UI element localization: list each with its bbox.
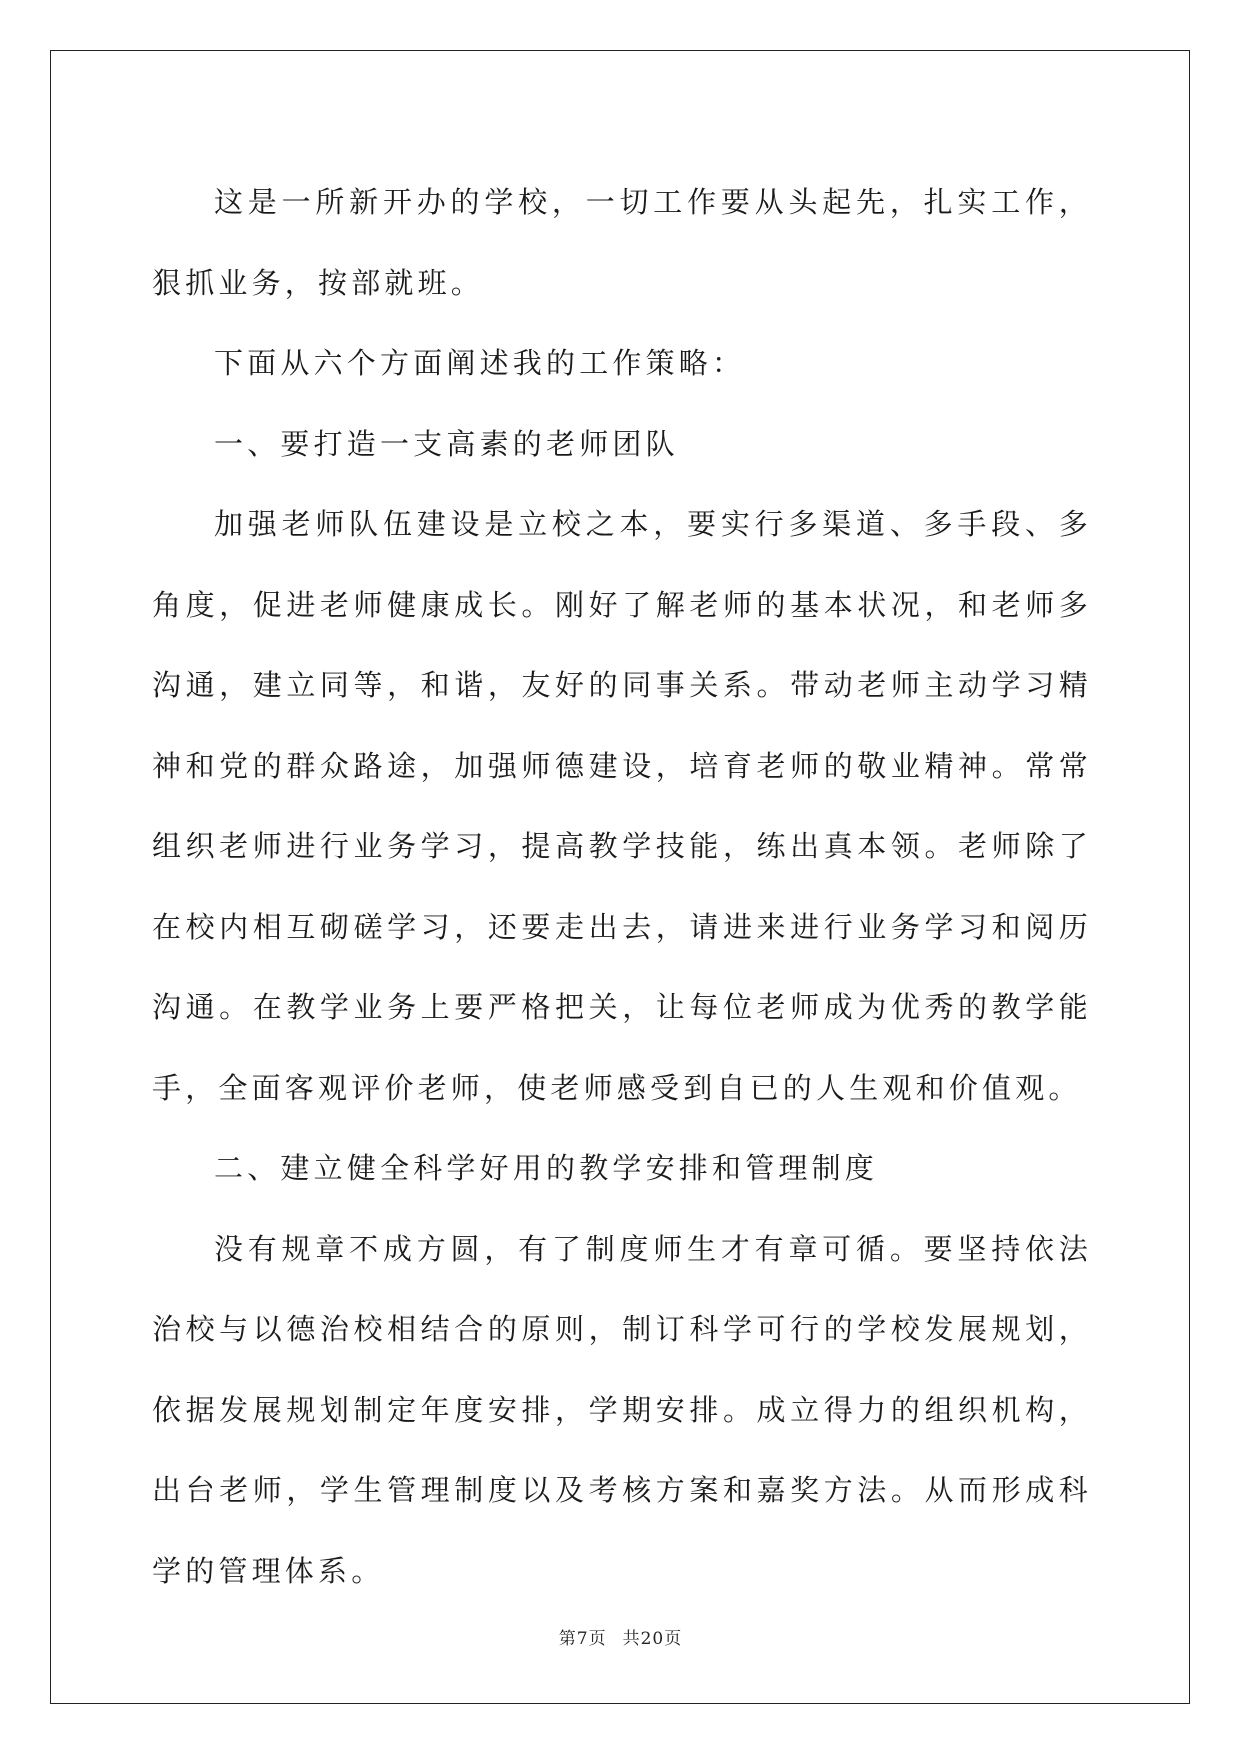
section-heading-2: 二、建立健全科学好用的教学安排和管理制度 [214, 1151, 879, 1185]
paragraph-management-system: 没有规章不成方圆，有了制度师生才有章可循。要坚持依法治校与以德治校相结合的原则，制订科学可行的学校发展规划，依据发展规划制定年度安排，学期安排。成立得力的组织机构，出台老师，学生管理制度以及考核方案和嘉奖方法。从而形成科学的管理体系。 [152, 1231, 1092, 1588]
paragraph-teacher-team: 加强老师队伍建设是立校之本，要实行多渠道、多手段、多角度，促进老师健康成长。刚好了解老师的基本状况，和老师多沟通，建立同等，和谐，友好的同事关系。带动老师主动学习精神和党的群众路途，加强师德建设，培育老师的敬业精神。常常组织老师进行业务学习，提高教学技能，练出真本领。老师除了在校内相互砌磋学习，还要走出去，请进来进行业务学习和阅历沟通。在教学业务上要严格把关，让每位老师成为优秀的教学能手，全面客观评价老师，使老师感受到自已的人生观和价值观。 [152, 507, 1092, 1105]
page-footer [0, 1624, 1241, 1649]
section-heading-1: 一、要打造一支高素的老师团队 [214, 426, 679, 461]
paragraph-strategy-lead: 下面从六个方面阐述我的工作策略： [214, 346, 746, 380]
document-body [152, 162, 1092, 1611]
paragraph-intro: 这是一所新开办的学校，一切工作要从头起先，扎实工作，狠抓业务，按部就班。 [152, 185, 1092, 300]
page-total: 共20页 [622, 1629, 683, 1649]
page-number: 第7页 [558, 1629, 607, 1649]
